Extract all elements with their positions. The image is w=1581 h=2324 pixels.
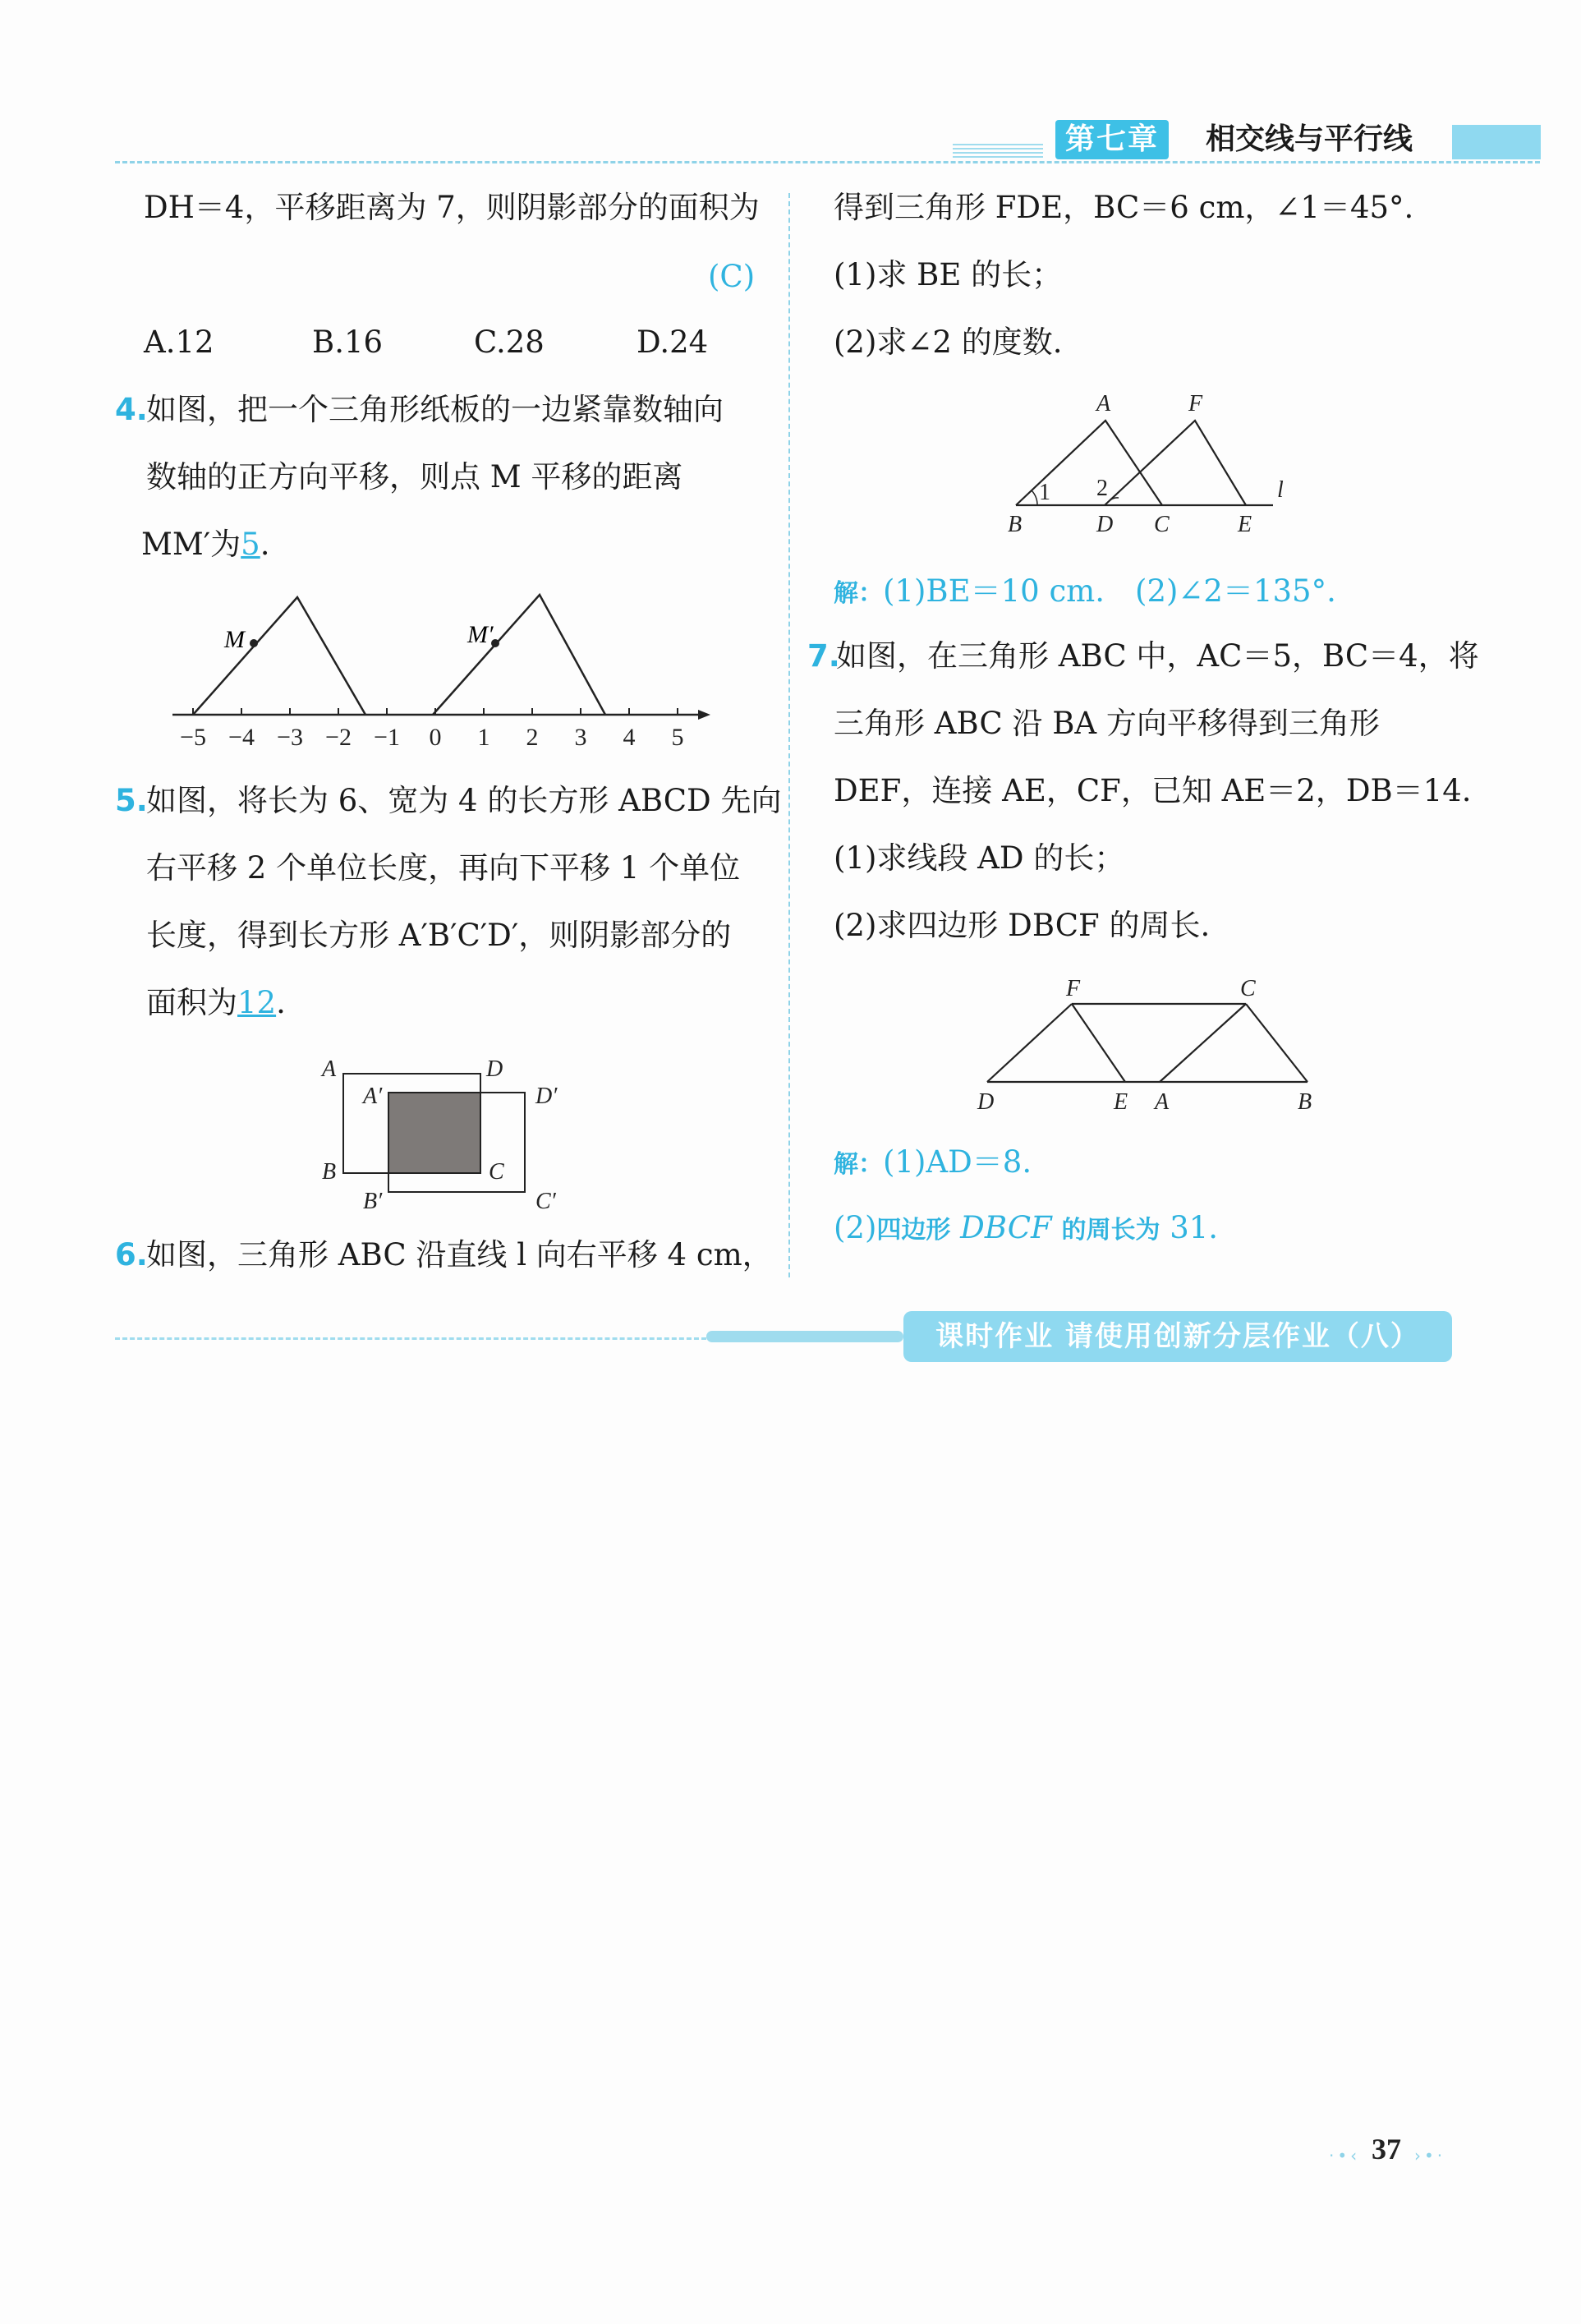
q5-line2: 右平移 2 个单位长度，再向下平移 1 个单位 [146,850,741,886]
q7-number: 7. [807,638,840,674]
label-a-prime: A′ [363,1084,383,1109]
q7-solution-2-val: 31. [1160,1210,1219,1245]
q6-figure [998,386,1310,542]
q4-line3-pre: MM′为 [141,527,241,562]
tick-label: 5 [671,724,684,751]
q7-solution-2-mid: 四边形 [876,1216,951,1245]
q3-option-c: C.28 [474,324,545,360]
tick-label: −1 [374,724,400,751]
q7-sub2: (2)求四边形 DBCF 的周长. [834,908,1211,943]
label-a: A [1096,391,1111,416]
q6-sub1: (1)求 BE 的长； [834,257,1063,292]
tick-label: −3 [277,724,303,751]
q7-solution-2-mid2: 的周长为 [1061,1216,1160,1245]
label-e: E [1114,1089,1128,1115]
q6-line2: 得到三角形 FDE，BC＝6 cm，∠1＝45°. [834,190,1414,225]
q7-solution-2 [834,1208,1218,1251]
q4-figure [168,583,727,760]
label-d-prime: D′ [535,1084,558,1109]
label-d: D [1096,512,1114,537]
triangle-fde [1105,421,1246,505]
segment-df [987,1004,1072,1082]
tick-label: −4 [228,724,255,751]
q5-answer: 12 [237,985,277,1020]
q7-sub1: (1)求线段 AD 的长； [834,840,1125,876]
label-b: B [1298,1089,1312,1115]
point-m [250,639,258,647]
label-c: C [489,1159,504,1185]
q7-line2: 三角形 ABC 沿 BA 方向平移得到三角形 [834,706,1380,741]
header-stripes [953,141,1043,158]
q4-line1: 如图，把一个三角形纸板的一边紧靠数轴向 [146,392,724,427]
q5-line3: 长度，得到长方形 A′B′C′D′，则阴影部分的 [146,918,732,953]
label-l: l [1277,477,1284,503]
page-number-deco-right: ›•· [1414,2146,1446,2165]
label-b: B [1008,512,1023,537]
shaded-region [388,1093,480,1173]
label-f: F [1066,976,1081,1001]
q3-line1: DH＝4，平移距离为 7，则阴影部分的面积为 [144,190,760,225]
label-e: E [1238,512,1252,537]
q7-solution-1-text: (1)AD＝8. [883,1144,1032,1180]
q5-number: 5. [115,783,148,818]
triangle-abc [1016,421,1162,505]
footer-note: 课时作业 请使用创新分层作业（八） [903,1311,1452,1362]
q6-line1: 如图，三角形 ABC 沿直线 l 向右平移 4 cm， [146,1237,773,1272]
q7-solution-label: 解： [834,1150,883,1179]
segment-fe [1072,1004,1125,1082]
header-dashed-line [115,161,1540,163]
footer-dashed-line [115,1337,706,1340]
label-1: 1 [1039,480,1050,505]
q4-line3-post: . [260,527,270,562]
tick-label: 2 [526,724,539,751]
tick-label: −5 [180,724,206,751]
q6-solution-text: (1)BE＝10 cm. (2)∠2＝135°. [883,573,1336,609]
segment-ac [1160,1004,1246,1082]
chapter-title: 相交线与平行线 [1206,122,1413,156]
number-line-arrow [698,710,710,720]
label-f: F [1188,391,1203,416]
q3-option-b: B.16 [312,324,384,360]
segment-cb [1246,1004,1308,1082]
q5-line4-pre: 面积为 [146,985,237,1020]
q5-figure [312,1047,583,1212]
q6-solution-label: 解： [834,579,883,608]
label-c-prime: C′ [535,1189,556,1212]
tick-label: −2 [325,724,352,751]
q3-answer: (C) [708,259,756,294]
q5-line1: 如图，将长为 6、宽为 4 的长方形 ABCD 先向 [146,783,782,818]
label-d: D [977,1089,995,1115]
q7-line3: DEF，连接 AE，CF，已知 AE＝2，DB＝14. [834,773,1472,808]
tick-label: 1 [477,724,490,751]
column-divider [788,193,790,1277]
tick-label: 4 [623,724,636,751]
label-m: M [224,626,245,653]
footer-bar [706,1331,903,1342]
q4-line2: 数轴的正方向平移，则点 M 平移的距离 [146,459,683,495]
label-b: B [322,1159,337,1185]
label-c: C [1240,976,1256,1001]
triangle-original [193,597,365,715]
label-2: 2 [1096,476,1108,501]
q5-line4-post: . [276,985,286,1020]
header-bar [1452,125,1541,159]
q7-solution-2-var: DBCF [950,1210,1062,1245]
q6-sub2: (2)求∠2 的度数. [834,324,1063,360]
q4-number: 4. [115,392,148,427]
q7-solution-2-pre: (2) [834,1210,877,1245]
q6-number: 6. [115,1237,148,1272]
q4-line3 [141,524,269,565]
q3-option-d: D.24 [637,324,709,360]
triangle-translated [433,595,605,715]
tick-label: 0 [429,724,442,751]
q7-figure [969,969,1331,1117]
q3-option-a: A.12 [144,324,214,360]
tick-label: 3 [574,724,587,751]
label-b-prime: B′ [363,1189,383,1212]
label-m-prime: M′ [467,621,494,648]
angle-1-arc [1032,490,1037,505]
page-number: 37 [1372,2133,1401,2165]
q5-line4 [146,983,286,1024]
q4-answer: 5 [241,527,260,562]
label-a: A [1155,1089,1170,1115]
q6-solution [834,571,1336,614]
label-d: D [486,1056,503,1082]
page-number-deco-left: ·•‹ [1329,2146,1361,2165]
q7-solution-1 [834,1142,1032,1185]
label-a: A [322,1056,337,1082]
chapter-badge: 第七章 [1055,120,1169,159]
label-c: C [1154,512,1170,537]
q7-line1: 如图，在三角形 ABC 中，AC＝5，BC＝4，将 [836,638,1479,674]
